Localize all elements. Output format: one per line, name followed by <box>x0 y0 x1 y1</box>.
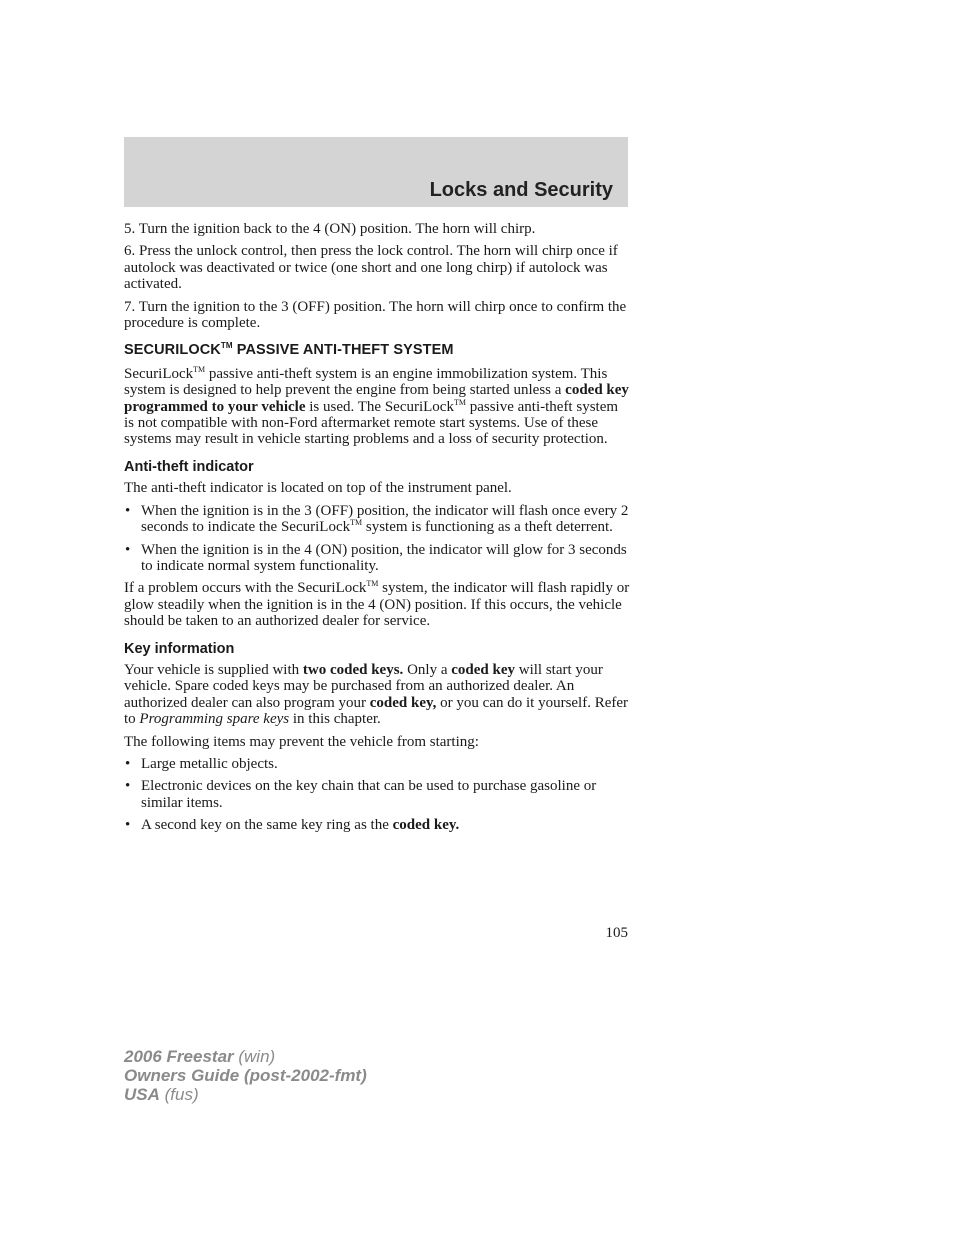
page-content <box>124 221 630 840</box>
footer-line-2: Owners Guide (post-2002-fmt) <box>124 1066 367 1085</box>
footer-line-1: 2006 Freestar (win) <box>124 1047 276 1066</box>
securilock-description: SecuriLock™ passive anti-theft system is an engine immobilization system. This system is designed to help prevent the engine from being started unless a coded key programmed to your vehicle is used. The SecuriLock™ passive anti-theft system is not compatible with non-Ford aftermarket remote start systems. Use of these systems may result in vehicle starting problems and a loss of security protection. <box>124 364 629 448</box>
list-item: • Electronic devices on the key chain that can be used to purchase gasoline or similar items. <box>125 778 597 811</box>
anti-theft-intro: The anti-theft indicator is located on top of the instrument panel. <box>124 480 512 497</box>
anti-theft-list <box>124 503 630 575</box>
step-7: 7. Turn the ignition to the 3 (OFF) position. The horn will chirp once to confirm the procedure is complete. <box>124 298 627 332</box>
list-item: • When the ignition is in the 4 (ON) position, the indicator will glow for 3 seconds to indicate normal system functionality. <box>125 541 627 574</box>
step-6: 6. Press the unlock control, then press the lock control. The horn will chirp once if autolock was deactivated or twice (one short and one long chirp) if autolock was activated. <box>124 243 618 293</box>
list-item: • A second key on the same key ring as the coded key. <box>125 817 460 834</box>
anti-theft-heading: Anti-theft indicator <box>124 458 254 475</box>
anti-theft-problem: If a problem occurs with the SecuriLock™ system, the indicator will flash rapidly or glow steadily when the ignition is in the 4 (ON) position. If this occurs, the vehicle should be taken to an authorized dealer for service. <box>124 579 630 630</box>
trademark-mark: TM <box>220 341 233 351</box>
securilock-heading: SECURILOCK™ PASSIVE ANTI-THEFT SYSTEM <box>124 341 454 359</box>
footer-line-3: USA (fus) <box>124 1085 199 1104</box>
step-5: 5. Turn the ignition back to the 4 (ON) position. The horn will chirp. <box>124 221 536 237</box>
key-info-list <box>124 756 630 834</box>
list-item: • Large metallic objects. <box>125 755 278 772</box>
page-number: 105 <box>605 925 628 941</box>
key-info-items-intro: The following items may prevent the vehicle from starting: <box>124 733 479 750</box>
chapter-title: Locks and Security <box>429 179 613 201</box>
key-info-paragraph: Your vehicle is supplied with two coded keys. Only a coded key will start your vehicle. Spare coded keys may be purchased from an authorized dealer. An authorized dealer can also program your coded key, or you can do it yourself. Refer to Programming spare keys in this chapter. <box>124 661 629 728</box>
document-footer <box>124 1047 367 1104</box>
key-info-heading: Key information <box>124 640 235 657</box>
list-item: • When the ignition is in the 3 (OFF) position, the indicator will flash once every 2 seconds to indicate the SecuriLock™ system is functioning as a theft deterrent. <box>125 502 629 536</box>
chapter-header-band <box>124 137 628 207</box>
